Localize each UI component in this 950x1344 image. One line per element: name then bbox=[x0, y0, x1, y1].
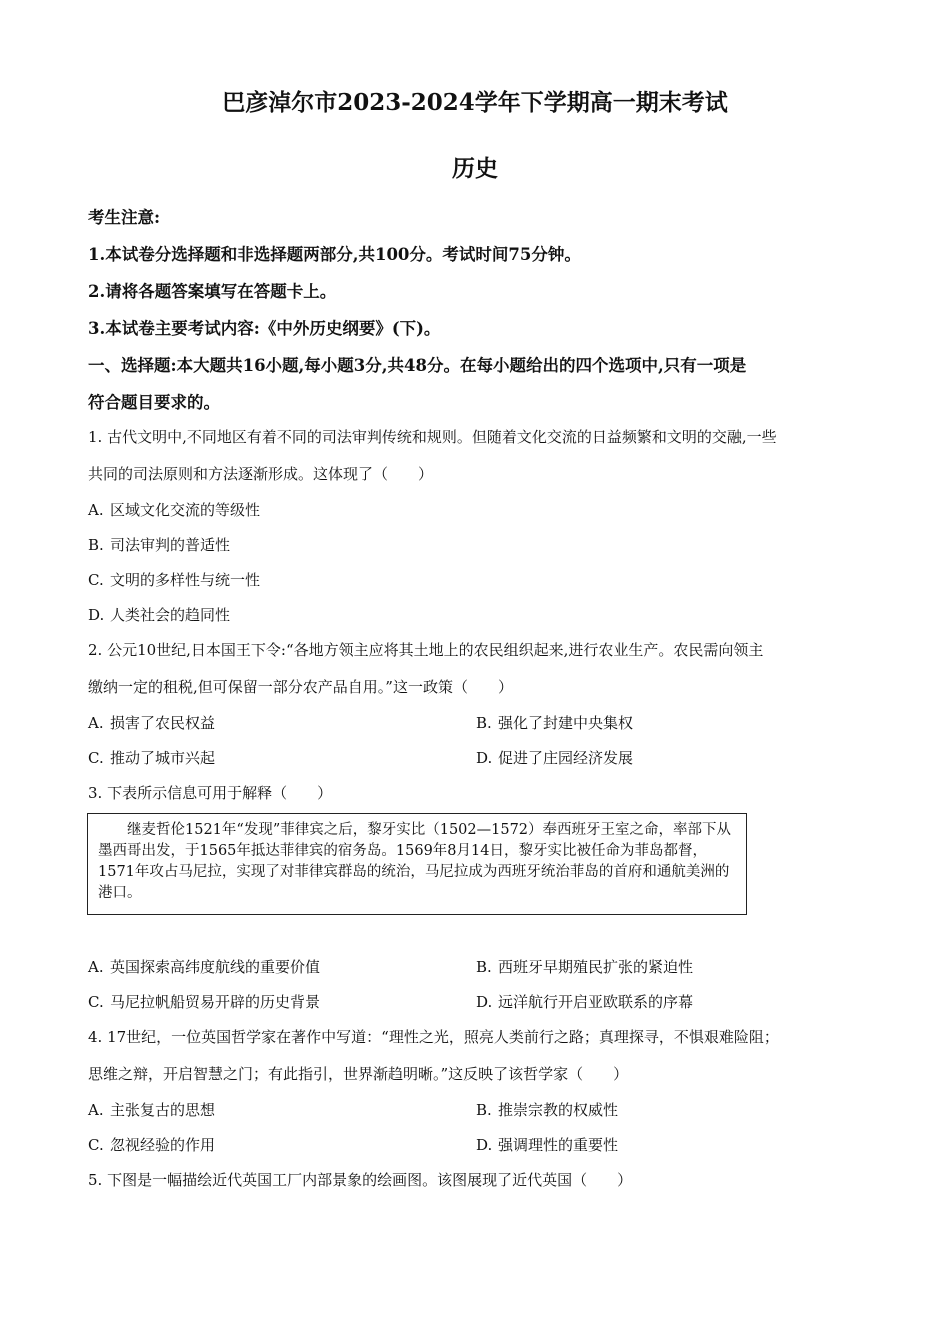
question-2-option-d[interactable] bbox=[476, 747, 633, 768]
question-4-stem: 4. 17世纪，一位英国哲学家在著作中写道：“理性之光，照亮人类前行之路；真理探寻，不惧艰难险阻； bbox=[88, 1028, 779, 1046]
exam-title: 巴彦淖尔市2023-2024学年下学期高一期末考试 bbox=[222, 89, 728, 116]
option-text: 促进了庄园经济发展 bbox=[498, 749, 634, 767]
question-1-option-c[interactable] bbox=[88, 569, 260, 590]
question-2-stem: 2. 公元10世纪,日本国王下令:“各地方领主应将其土地上的农民组织起来,进行农业生产。农民需向领主 bbox=[88, 641, 764, 659]
question-4-option-d[interactable] bbox=[476, 1134, 618, 1155]
option-letter: D. bbox=[476, 1136, 493, 1154]
option-text: 区域文化交流的等级性 bbox=[110, 501, 261, 519]
option-text: 忽视经验的作用 bbox=[110, 1136, 216, 1154]
option-text: 司法审判的普适性 bbox=[110, 536, 231, 554]
option-letter: A. bbox=[88, 958, 104, 976]
section-heading: 一、选择题:本大题共16小题,每小题3分,共48分。在每小题给出的四个选项中,只有一项是 bbox=[88, 356, 747, 375]
question-1-option-a[interactable] bbox=[88, 499, 260, 520]
option-letter: C. bbox=[88, 571, 104, 589]
question-3-option-d[interactable] bbox=[476, 991, 693, 1012]
option-text: 远洋航行开启亚欧联系的序幕 bbox=[498, 993, 694, 1011]
question-4-stem-cont: 思维之辩，开启智慧之门；有此指引，世界渐趋明晰。”这反映了该哲学家（ ） bbox=[88, 1065, 629, 1083]
question-2-option-c[interactable] bbox=[88, 747, 215, 768]
option-letter: A. bbox=[88, 714, 104, 732]
option-text: 英国探索高纬度航线的重要价值 bbox=[110, 958, 321, 976]
question-3-material-box bbox=[87, 813, 747, 915]
option-text: 推动了城市兴起 bbox=[110, 749, 216, 767]
option-text: 文明的多样性与统一性 bbox=[110, 571, 261, 589]
option-text: 西班牙早期殖民扩张的紧迫性 bbox=[498, 958, 694, 976]
option-letter: C. bbox=[88, 749, 104, 767]
question-1-option-b[interactable] bbox=[88, 534, 230, 555]
question-2-stem-cont: 缴纳一定的租税,但可保留一部分农产品自用。”这一政策（ ） bbox=[88, 678, 513, 696]
question-5-stem: 5. 下图是一幅描绘近代英国工厂内部景象的绘画图。该图展现了近代英国（ ） bbox=[88, 1171, 633, 1189]
question-1-stem: 1. 古代文明中,不同地区有着不同的司法审判传统和规则。但随着文化交流的日益频繁和文明的交融,一些 bbox=[88, 428, 777, 446]
question-4-option-a[interactable] bbox=[88, 1099, 215, 1120]
option-text: 强化了封建中央集权 bbox=[498, 714, 634, 732]
option-text: 主张复古的思想 bbox=[110, 1101, 216, 1119]
question-4-option-b[interactable] bbox=[476, 1099, 618, 1120]
notice-item: 1.本试卷分选择题和非选择题两部分,共100分。考试时间75分钟。 bbox=[88, 245, 581, 264]
notice-item: 3.本试卷主要考试内容:《中外历史纲要》(下)。 bbox=[88, 319, 441, 338]
option-letter: B. bbox=[476, 714, 492, 732]
option-letter: C. bbox=[88, 993, 104, 1011]
question-3-option-a[interactable] bbox=[88, 956, 320, 977]
option-letter: D. bbox=[476, 749, 493, 767]
option-text: 损害了农民权益 bbox=[110, 714, 216, 732]
notice-item: 2.请将各题答案填写在答题卡上。 bbox=[88, 282, 337, 301]
option-text: 推崇宗教的权威性 bbox=[498, 1101, 619, 1119]
question-4-option-c[interactable] bbox=[88, 1134, 215, 1155]
option-letter: D. bbox=[88, 606, 105, 624]
option-letter: A. bbox=[88, 1101, 104, 1119]
question-2-option-a[interactable] bbox=[88, 712, 215, 733]
exam-subject: 历史 bbox=[452, 155, 498, 182]
section-heading-cont: 符合题目要求的。 bbox=[88, 393, 220, 412]
option-text: 马尼拉帆船贸易开辟的历史背景 bbox=[110, 993, 321, 1011]
question-3-option-c[interactable] bbox=[88, 991, 320, 1012]
question-3-option-b[interactable] bbox=[476, 956, 693, 977]
option-text: 人类社会的趋同性 bbox=[110, 606, 231, 624]
question-3-material-text: 继麦哲伦1521年“发现”菲律宾之后，黎牙实比（1502—1572）奉西班牙王室之命，率部下从墨西哥出发，于1565年抵达菲律宾的宿务岛。1569年8月14日，黎牙实比被任命为菲岛都督，1571年攻占马尼拉，实现了对菲律宾群岛的统治，马尼拉成为西班牙统治菲岛的首府和通航美洲的港口。 bbox=[98, 822, 732, 901]
option-letter: D. bbox=[476, 993, 493, 1011]
option-letter: B. bbox=[476, 958, 492, 976]
notice-heading: 考生注意: bbox=[88, 208, 161, 227]
option-letter: B. bbox=[476, 1101, 492, 1119]
question-2-option-b[interactable] bbox=[476, 712, 633, 733]
option-text: 强调理性的重要性 bbox=[498, 1136, 619, 1154]
question-3-stem: 3. 下表所示信息可用于解释（ ） bbox=[88, 784, 333, 802]
question-1-option-d[interactable] bbox=[88, 604, 230, 625]
option-letter: A. bbox=[88, 501, 104, 519]
question-1-stem-cont: 共同的司法原则和方法逐渐形成。这体现了（ ） bbox=[88, 465, 434, 483]
option-letter: C. bbox=[88, 1136, 104, 1154]
option-letter: B. bbox=[88, 536, 104, 554]
